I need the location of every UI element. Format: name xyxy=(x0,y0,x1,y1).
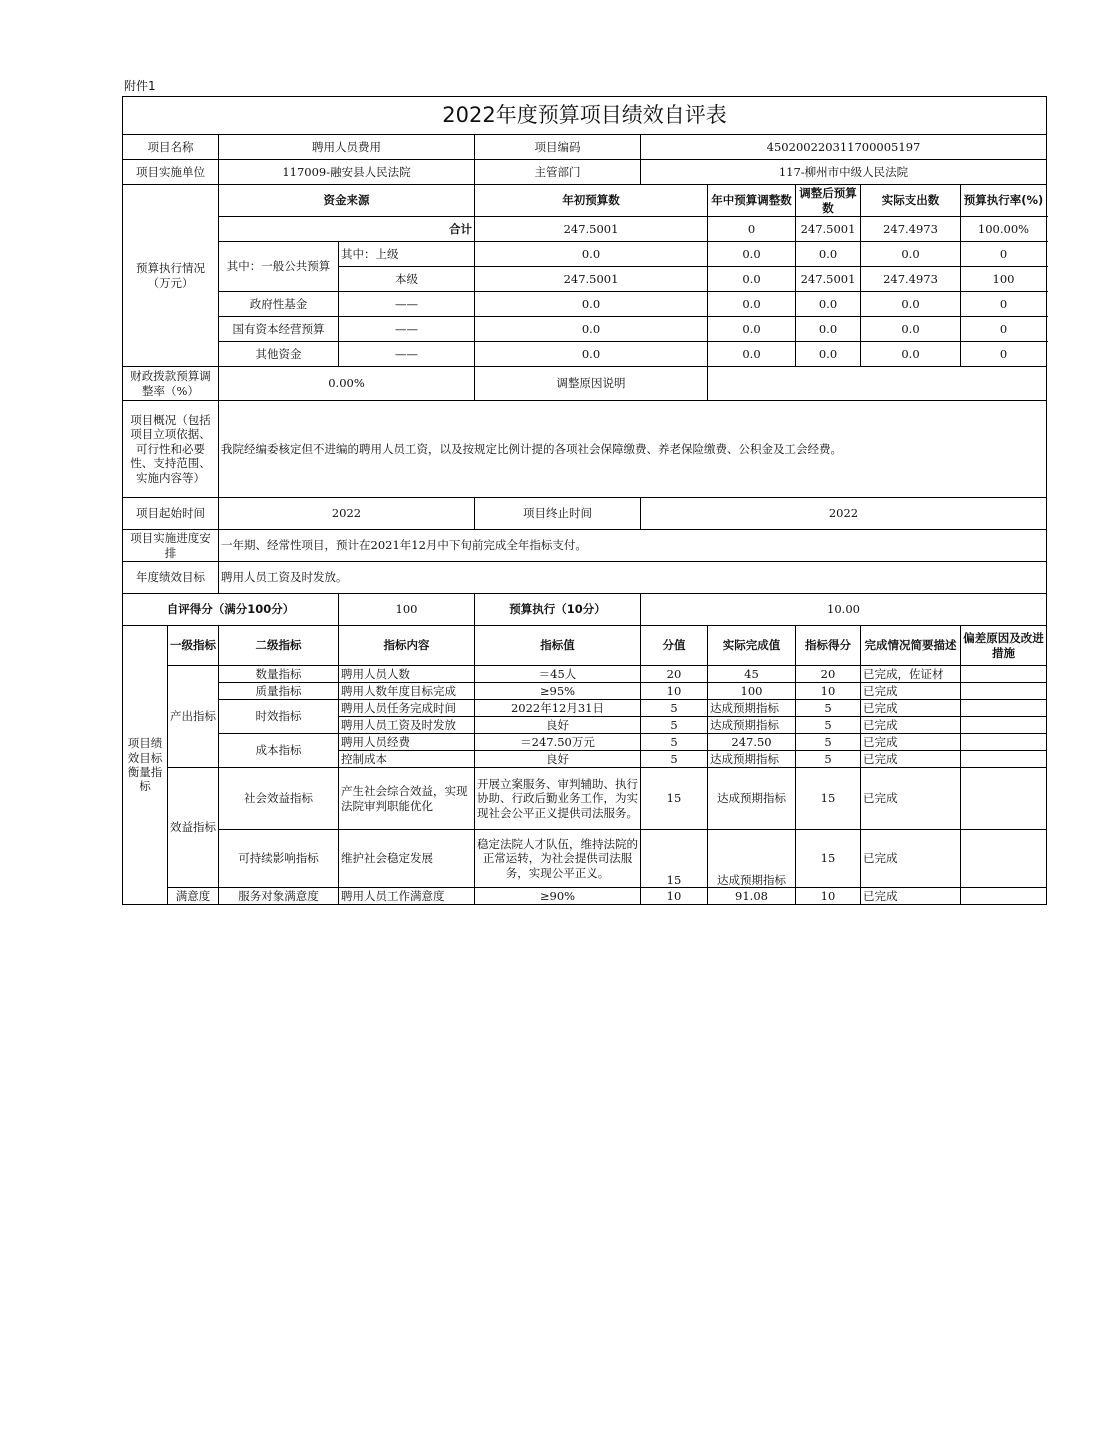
indicator-score: 15 xyxy=(796,768,861,830)
indicator-status: 已完成 xyxy=(861,751,961,768)
budget-score-value: 10.00 xyxy=(641,594,1047,626)
indicator-actual: 45 xyxy=(708,666,796,683)
other-fund-dash: —— xyxy=(339,342,475,367)
indicator-weight: 5 xyxy=(641,717,708,734)
indicator-weight: 5 xyxy=(641,751,708,768)
overview-value: 我院经编委核定但不进编的聘用人员工资，以及按规定比例计提的各项社会保障缴费、养老保险缴费、公积金及工会经费。 xyxy=(219,401,1047,498)
state-capital-label: 国有资本经营预算 xyxy=(219,317,339,342)
indicator-status: 已完成 xyxy=(861,830,961,888)
indicator-weight: 15 xyxy=(641,768,708,830)
cost-indicator-label: 成本指标 xyxy=(219,734,339,768)
total-initial: 247.5001 xyxy=(475,217,708,242)
service-satisfaction-label: 服务对象满意度 xyxy=(219,888,339,905)
indicator-deviation xyxy=(961,683,1047,700)
indicator-target: 开展立案服务、审判辅助、执行协助、行政后勤业务工作，为实现社会公平正义提供司法服务。 xyxy=(475,768,641,830)
indicator-score: 5 xyxy=(796,717,861,734)
self-score-value: 100 xyxy=(339,594,475,626)
indicator-status: 已完成，佐证材 xyxy=(861,666,961,683)
indicator-weight: 15 xyxy=(641,830,708,888)
goal-value: 聘用人员工资及时发放。 xyxy=(219,562,1047,594)
indicator-weight: 10 xyxy=(641,683,708,700)
start-time-label: 项目起始时间 xyxy=(123,498,219,530)
quantity-indicator-label: 数量指标 xyxy=(219,666,339,683)
end-time-value: 2022 xyxy=(641,498,1047,530)
indicator-deviation xyxy=(961,700,1047,717)
gov-fund-adjust: 0.0 xyxy=(708,292,796,317)
indicator-target: 2022年12月31日 xyxy=(475,700,641,717)
evaluation-table xyxy=(122,96,1047,905)
state-capital-initial: 0.0 xyxy=(475,317,708,342)
dept-value: 117-柳州市中级人民法院 xyxy=(641,160,1047,185)
adjust-reason-label: 调整原因说明 xyxy=(475,367,708,401)
end-time-label: 项目终止时间 xyxy=(475,498,641,530)
page-title: 2022年度预算项目绩效自评表 xyxy=(123,97,1047,135)
budget-score-label: 预算执行（10分） xyxy=(475,594,641,626)
indicator-content: 聘用人数年度目标完成 xyxy=(339,683,475,700)
gov-fund-initial: 0.0 xyxy=(475,292,708,317)
local-label: 本级 xyxy=(339,267,475,292)
indicator-content: 聘用人员工作满意度 xyxy=(339,888,475,905)
upper-after: 0.0 xyxy=(796,242,861,267)
indicator-content: 聘用人员经费 xyxy=(339,734,475,751)
indicator-actual: 100 xyxy=(708,683,796,700)
indicator-score: 5 xyxy=(796,700,861,717)
local-rate: 100 xyxy=(961,267,1047,292)
indicator-deviation xyxy=(961,666,1047,683)
satisfaction-indicator-label: 满意度 xyxy=(168,888,219,905)
dept-label: 主管部门 xyxy=(475,160,641,185)
upper-rate: 0 xyxy=(961,242,1047,267)
indicator-content: 聘用人员工资及时发放 xyxy=(339,717,475,734)
indicator-weight: 5 xyxy=(641,700,708,717)
other-fund-initial: 0.0 xyxy=(475,342,708,367)
unit-value: 117009-融安县人民法院 xyxy=(219,160,475,185)
indicator-target: 良好 xyxy=(475,717,641,734)
indicator-actual: 达成预期指标 xyxy=(708,751,796,768)
goal-label: 年度绩效目标 xyxy=(123,562,219,594)
total-rate: 100.00% xyxy=(961,217,1047,242)
indicator-target: ＝247.50万元 xyxy=(475,734,641,751)
indicator-target: ≥90% xyxy=(475,888,641,905)
schedule-label: 项目实施进度安排 xyxy=(123,530,219,562)
indicator-score: 10 xyxy=(796,683,861,700)
indicator-actual: 达成预期指标 xyxy=(708,700,796,717)
gov-fund-dash: —— xyxy=(339,292,475,317)
header-actual-value: 实际完成值 xyxy=(708,626,796,666)
indicator-deviation xyxy=(961,734,1047,751)
gov-fund-rate: 0 xyxy=(961,292,1047,317)
indicator-content: 控制成本 xyxy=(339,751,475,768)
gov-fund-actual: 0.0 xyxy=(861,292,961,317)
indicator-content: 维护社会稳定发展 xyxy=(339,830,475,888)
indicator-score: 10 xyxy=(796,888,861,905)
indicator-status: 已完成 xyxy=(861,734,961,751)
state-capital-dash: —— xyxy=(339,317,475,342)
adjust-rate-value: 0.00% xyxy=(219,367,475,401)
state-capital-actual: 0.0 xyxy=(861,317,961,342)
indicator-content: 聘用人员任务完成时间 xyxy=(339,700,475,717)
indicator-weight: 10 xyxy=(641,888,708,905)
benefit-indicator-label: 效益指标 xyxy=(168,768,219,888)
upper-actual: 0.0 xyxy=(861,242,961,267)
upper-adjust: 0.0 xyxy=(708,242,796,267)
gov-fund-label: 政府性基金 xyxy=(219,292,339,317)
indicator-actual: 达成预期指标 xyxy=(708,768,796,830)
indicator-score: 15 xyxy=(796,830,861,888)
indicator-weight: 5 xyxy=(641,734,708,751)
local-actual: 247.4973 xyxy=(861,267,961,292)
unit-label: 项目实施单位 xyxy=(123,160,219,185)
header-actual: 实际支出数 xyxy=(861,185,961,217)
indicator-target: ≥95% xyxy=(475,683,641,700)
state-capital-after: 0.0 xyxy=(796,317,861,342)
other-fund-label: 其他资金 xyxy=(219,342,339,367)
total-adjust: 0 xyxy=(708,217,796,242)
total-after: 247.5001 xyxy=(796,217,861,242)
indicator-target: 稳定法院人才队伍，维持法院的正常运转，为社会提供司法服务，实现公平正义。 xyxy=(475,830,641,888)
indicator-weight: 20 xyxy=(641,666,708,683)
indicator-status: 已完成 xyxy=(861,717,961,734)
indicator-content: 产生社会综合效益，实现法院审判职能优化 xyxy=(339,768,475,830)
indicator-score: 20 xyxy=(796,666,861,683)
header-adjust: 年中预算调整数 xyxy=(708,185,796,217)
local-adjust: 0.0 xyxy=(708,267,796,292)
local-after: 247.5001 xyxy=(796,267,861,292)
project-name-value: 聘用人员费用 xyxy=(219,135,475,160)
sustain-benefit-label: 可持续影响指标 xyxy=(219,830,339,888)
adjust-rate-label: 财政拨款预算调整率（%） xyxy=(123,367,219,401)
header-level2: 二级指标 xyxy=(219,626,339,666)
header-indicator-score: 指标得分 xyxy=(796,626,861,666)
header-weight: 分值 xyxy=(641,626,708,666)
other-fund-rate: 0 xyxy=(961,342,1047,367)
header-source: 资金来源 xyxy=(219,185,475,217)
adjust-reason-value xyxy=(708,367,1047,401)
upper-initial: 0.0 xyxy=(475,242,708,267)
timeliness-indicator-label: 时效指标 xyxy=(219,700,339,734)
indicator-status: 已完成 xyxy=(861,768,961,830)
header-status: 完成情况简要描述 xyxy=(861,626,961,666)
indicator-score: 5 xyxy=(796,751,861,768)
header-deviation: 偏差原因及改进措施 xyxy=(961,626,1047,666)
indicator-score: 5 xyxy=(796,734,861,751)
total-label: 合计 xyxy=(219,217,475,242)
indicator-content: 聘用人员人数 xyxy=(339,666,475,683)
upper-label: 其中：上级 xyxy=(339,242,475,267)
indicator-status: 已完成 xyxy=(861,683,961,700)
project-name-label: 项目名称 xyxy=(123,135,219,160)
project-code-label: 项目编码 xyxy=(475,135,641,160)
indicator-deviation xyxy=(961,768,1047,830)
social-benefit-label: 社会效益指标 xyxy=(219,768,339,830)
attachment-label: 附件1 xyxy=(124,79,156,93)
other-fund-after: 0.0 xyxy=(796,342,861,367)
indicator-actual: 91.08 xyxy=(708,888,796,905)
local-initial: 247.5001 xyxy=(475,267,708,292)
other-fund-actual: 0.0 xyxy=(861,342,961,367)
general-budget-label: 其中：一般公共预算 xyxy=(219,242,339,292)
project-code-value: 450200220311700005197 xyxy=(641,135,1047,160)
header-level1: 一级指标 xyxy=(168,626,219,666)
indicator-deviation xyxy=(961,888,1047,905)
total-actual: 247.4973 xyxy=(861,217,961,242)
header-after: 调整后预算数 xyxy=(796,185,861,217)
self-score-label: 自评得分（满分100分） xyxy=(123,594,339,626)
header-target: 指标值 xyxy=(475,626,641,666)
budget-section-label: 预算执行情况（万元） xyxy=(123,185,219,367)
indicator-target: ＝45人 xyxy=(475,666,641,683)
indicator-deviation xyxy=(961,717,1047,734)
header-rate: 预算执行率(%) xyxy=(961,185,1047,217)
indicator-actual: 达成预期指标 xyxy=(708,830,796,888)
schedule-value: 一年期、经常性项目，预计在2021年12月中下旬前完成全年指标支付。 xyxy=(219,530,1047,562)
indicator-target: 良好 xyxy=(475,751,641,768)
indicator-section-label: 项目绩效目标衡量指标 xyxy=(123,626,168,905)
indicator-deviation xyxy=(961,830,1047,888)
quality-indicator-label: 质量指标 xyxy=(219,683,339,700)
start-time-value: 2022 xyxy=(219,498,475,530)
indicator-actual: 247.50 xyxy=(708,734,796,751)
other-fund-adjust: 0.0 xyxy=(708,342,796,367)
indicator-deviation xyxy=(961,751,1047,768)
header-initial: 年初预算数 xyxy=(475,185,708,217)
gov-fund-after: 0.0 xyxy=(796,292,861,317)
state-capital-rate: 0 xyxy=(961,317,1047,342)
indicator-status: 已完成 xyxy=(861,700,961,717)
indicator-actual: 达成预期指标 xyxy=(708,717,796,734)
output-indicator-label: 产出指标 xyxy=(168,666,219,768)
state-capital-adjust: 0.0 xyxy=(708,317,796,342)
overview-label: 项目概况（包括项目立项依据、可行性和必要性、支持范围、实施内容等） xyxy=(123,401,219,498)
indicator-status: 已完成 xyxy=(861,888,961,905)
header-content: 指标内容 xyxy=(339,626,475,666)
